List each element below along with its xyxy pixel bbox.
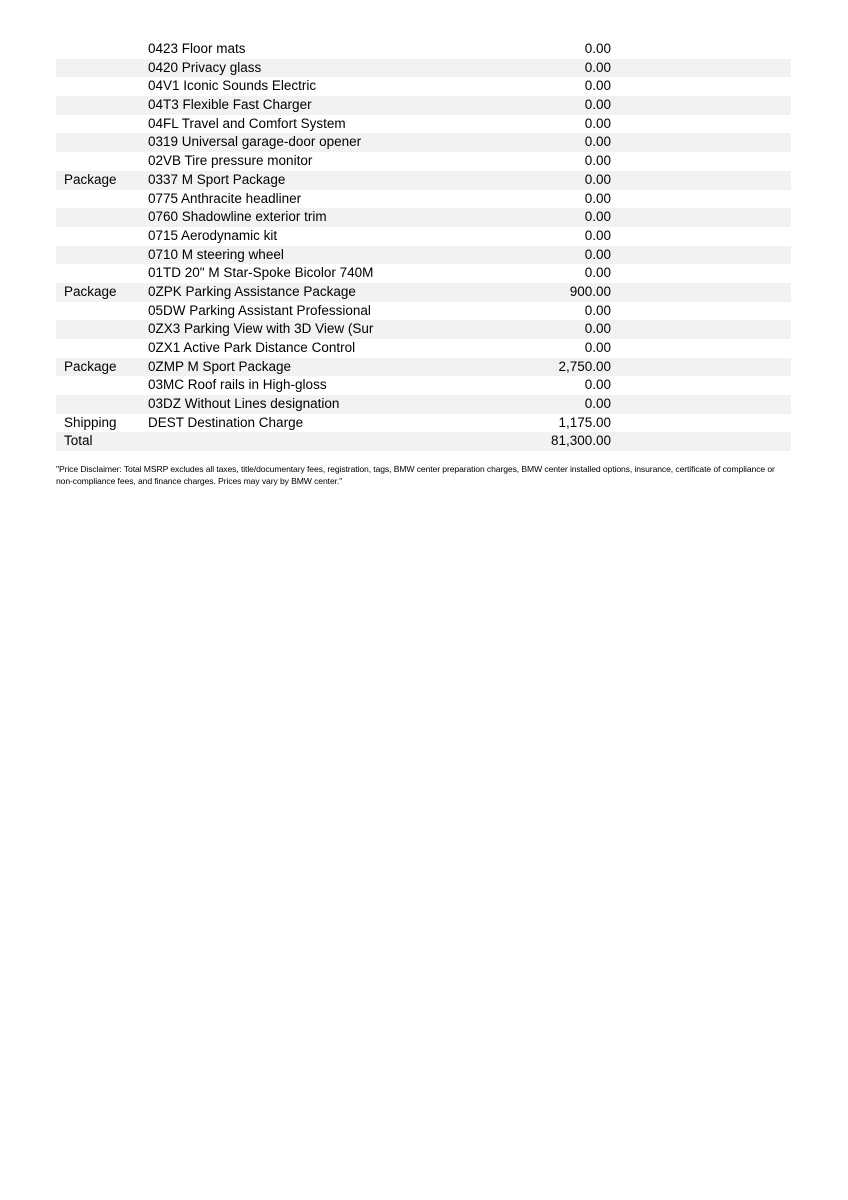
category-cell: Package (64, 283, 117, 299)
category-cell: Total (64, 433, 93, 449)
item-cell: 02VB Tire pressure monitor (148, 153, 313, 169)
table-row (56, 264, 791, 283)
table-row (56, 96, 791, 115)
table-row (56, 414, 791, 433)
table-row (56, 190, 791, 209)
table-row (56, 320, 791, 339)
table-row (56, 246, 791, 265)
price-cell: 0.00 (584, 302, 611, 318)
table-row (56, 432, 791, 451)
table-row (56, 208, 791, 227)
table-row (56, 59, 791, 78)
item-cell: 05DW Parking Assistant Professional (148, 302, 371, 318)
price-cell: 81,300.00 (550, 433, 611, 449)
price-cell: 0.00 (584, 227, 611, 243)
price-cell: 0.00 (584, 78, 611, 94)
price-cell: 0.00 (584, 190, 611, 206)
item-cell: 0ZMP M Sport Package (148, 358, 292, 374)
item-cell: 0ZX3 Parking View with 3D View (Sur (148, 321, 374, 337)
price-cell: 0.00 (584, 209, 611, 225)
item-cell: 0319 Universal garage-door opener (148, 134, 362, 150)
table-row (56, 152, 791, 171)
item-cell: 03DZ Without Lines designation (148, 396, 340, 412)
price-cell: 0.00 (584, 41, 611, 56)
price-cell: 2,750.00 (558, 358, 611, 374)
table-row (56, 115, 791, 134)
price-cell: 0.00 (584, 246, 611, 262)
item-cell: 0710 M steering wheel (148, 246, 284, 262)
price-cell: 0.00 (584, 171, 611, 187)
table-row (56, 283, 791, 302)
price-cell: 900.00 (569, 283, 611, 299)
item-cell: DEST Destination Charge (148, 414, 304, 430)
price-cell: 0.00 (584, 340, 611, 355)
item-cell: 0ZPK Parking Assistance Package (148, 283, 356, 299)
price-cell: 0.00 (584, 265, 611, 281)
price-cell: 0.00 (584, 97, 611, 113)
item-cell: 0420 Privacy glass (148, 59, 262, 75)
item-cell: 01TD 20" M Star-Spoke Bicolor 740M (148, 265, 374, 281)
price-cell: 0.00 (584, 153, 611, 169)
price-cell: 0.00 (584, 134, 611, 150)
item-cell: 0ZX1 Active Park Distance Control (148, 340, 356, 355)
item-cell: 04FL Travel and Comfort System (148, 115, 346, 131)
table-row (56, 40, 791, 59)
category-cell: Package (64, 171, 117, 187)
table-row (56, 77, 791, 96)
item-cell: 0760 Shadowline exterior trim (148, 209, 327, 225)
table-row (56, 339, 791, 358)
item-cell: 03MC Roof rails in High-gloss (148, 377, 327, 393)
price-cell: 1,175.00 (558, 414, 611, 430)
price-cell: 0.00 (584, 377, 611, 393)
table-row (56, 302, 791, 321)
item-cell: 0775 Anthracite headliner (148, 190, 302, 206)
category-cell: Shipping (64, 414, 117, 430)
item-cell: 04V1 Iconic Sounds Electric (148, 78, 317, 94)
table-row (56, 133, 791, 152)
table-row (56, 395, 791, 414)
table-row (56, 227, 791, 246)
price-cell: 0.00 (584, 115, 611, 131)
item-cell: 0337 M Sport Package (148, 171, 286, 187)
options-pricing-table (56, 40, 791, 451)
price-cell: 0.00 (584, 321, 611, 337)
table-row (56, 376, 791, 395)
price-cell: 0.00 (584, 396, 611, 412)
item-cell: 0715 Aerodynamic kit (148, 227, 278, 243)
price-disclaimer: "Price Disclaimer: Total MSRP excludes all taxes, title/documentary fees, registration, tags, BMW center preparation charges, BMW center installed options, insurance, certificate of compliance or non-compliance fees, and finance charges. Prices may vary by BMW center." (56, 464, 775, 486)
category-cell: Package (64, 358, 117, 374)
item-cell: 0423 Floor mats (148, 41, 246, 56)
item-cell: 04T3 Flexible Fast Charger (148, 97, 312, 113)
table-row (56, 358, 791, 377)
price-cell: 0.00 (584, 59, 611, 75)
table-row (56, 171, 791, 190)
